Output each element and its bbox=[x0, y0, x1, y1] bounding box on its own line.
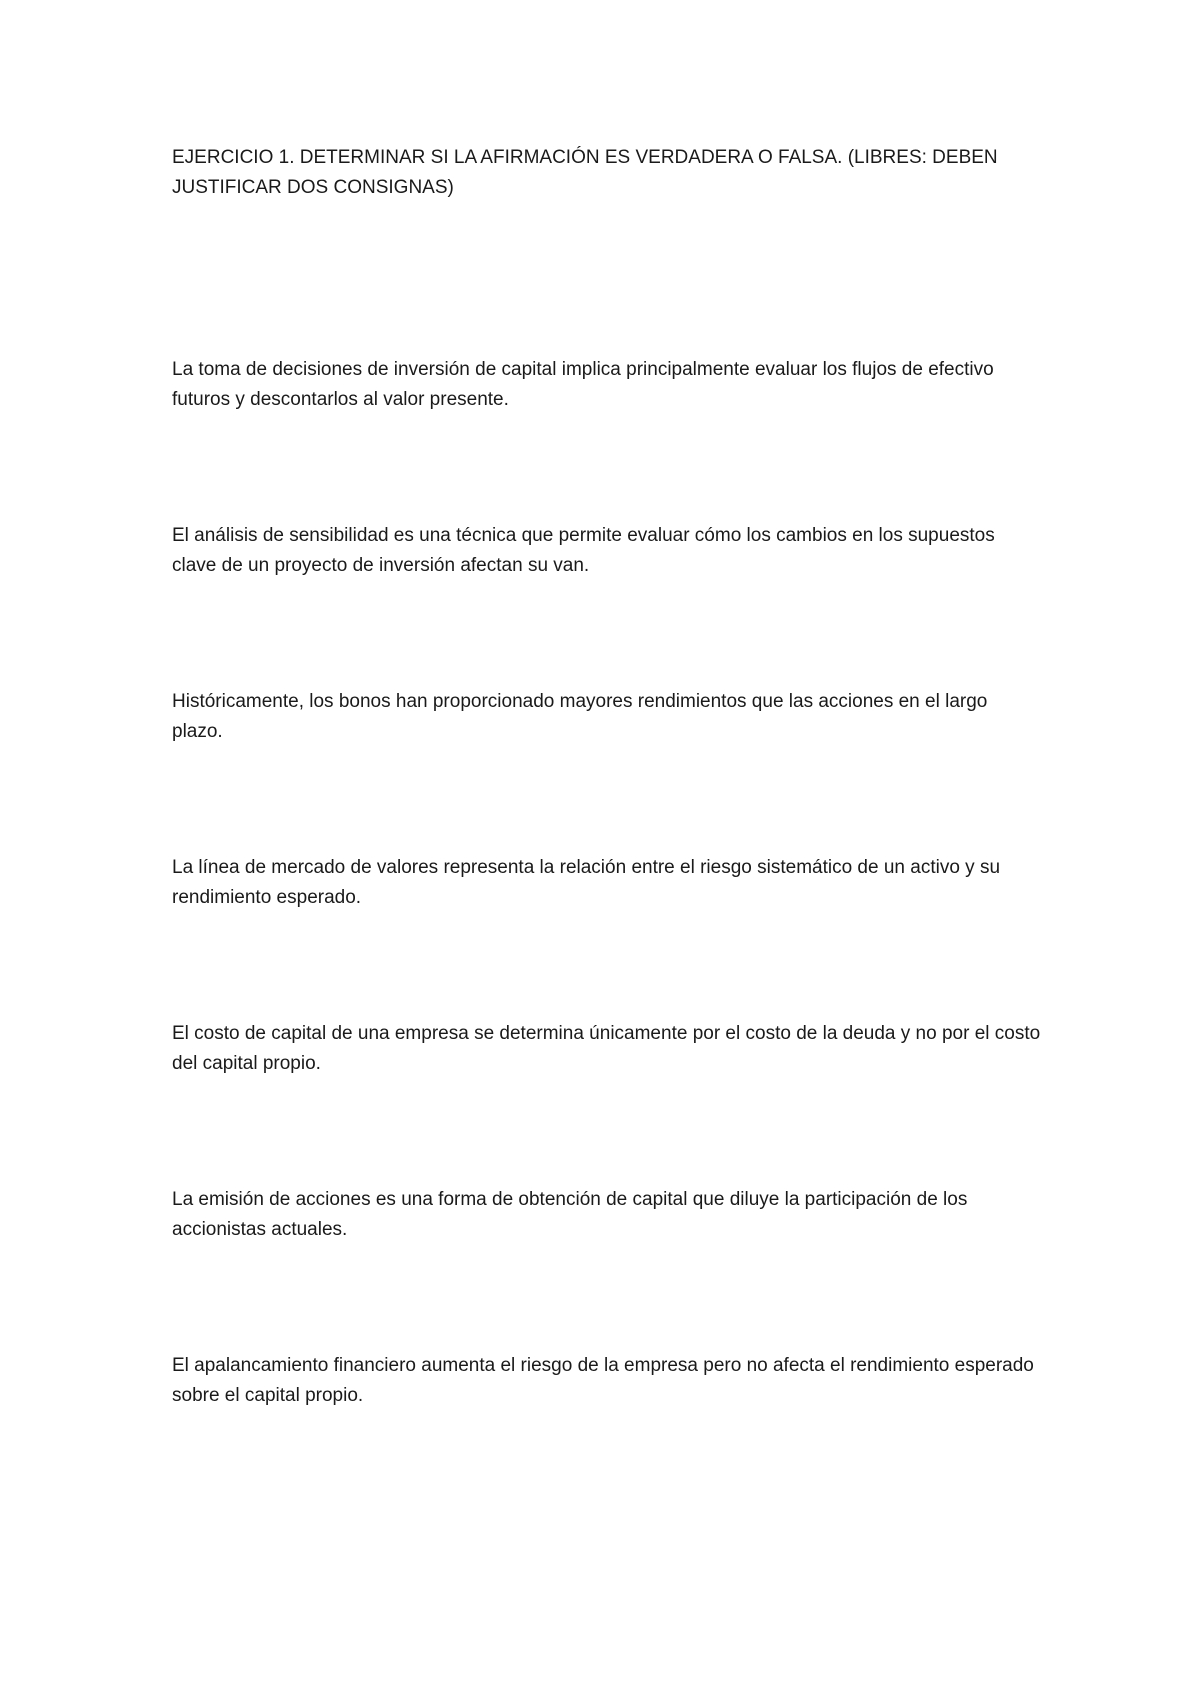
statement-5: El costo de capital de una empresa se determina únicamente por el costo de la deuda y no por el costo del capital propio. bbox=[172, 1023, 1041, 1074]
statement-6: La emisión de acciones es una forma de obtención de capital que diluye la participación de los accionistas actuales. bbox=[172, 1189, 968, 1240]
statement-7: El apalancamiento financiero aumenta el riesgo de la empresa pero no afecta el rendimiento esperado sobre el capital propio. bbox=[172, 1355, 1034, 1406]
statement-4: La línea de mercado de valores representa la relación entre el riesgo sistemático de un activo y su rendimiento esperado. bbox=[172, 857, 1001, 908]
statement-3: Históricamente, los bonos han proporcionado mayores rendimientos que las acciones en el largo plazo. bbox=[172, 691, 988, 742]
statement-1: La toma de decisiones de inversión de capital implica principalmente evaluar los flujos de efectivo futuros y descontarlos al valor presente. bbox=[172, 359, 994, 410]
statement-2: El análisis de sensibilidad es una técnica que permite evaluar cómo los cambios en los supuestos clave de un proyecto de inversión afectan su van. bbox=[172, 525, 995, 576]
exercise-heading: EJERCICIO 1. DETERMINAR SI LA AFIRMACIÓN ES VERDADERA O FALSA. (LIBRES: DEBEN JUSTIFICAR DOS CONSIGNAS) bbox=[172, 147, 998, 198]
